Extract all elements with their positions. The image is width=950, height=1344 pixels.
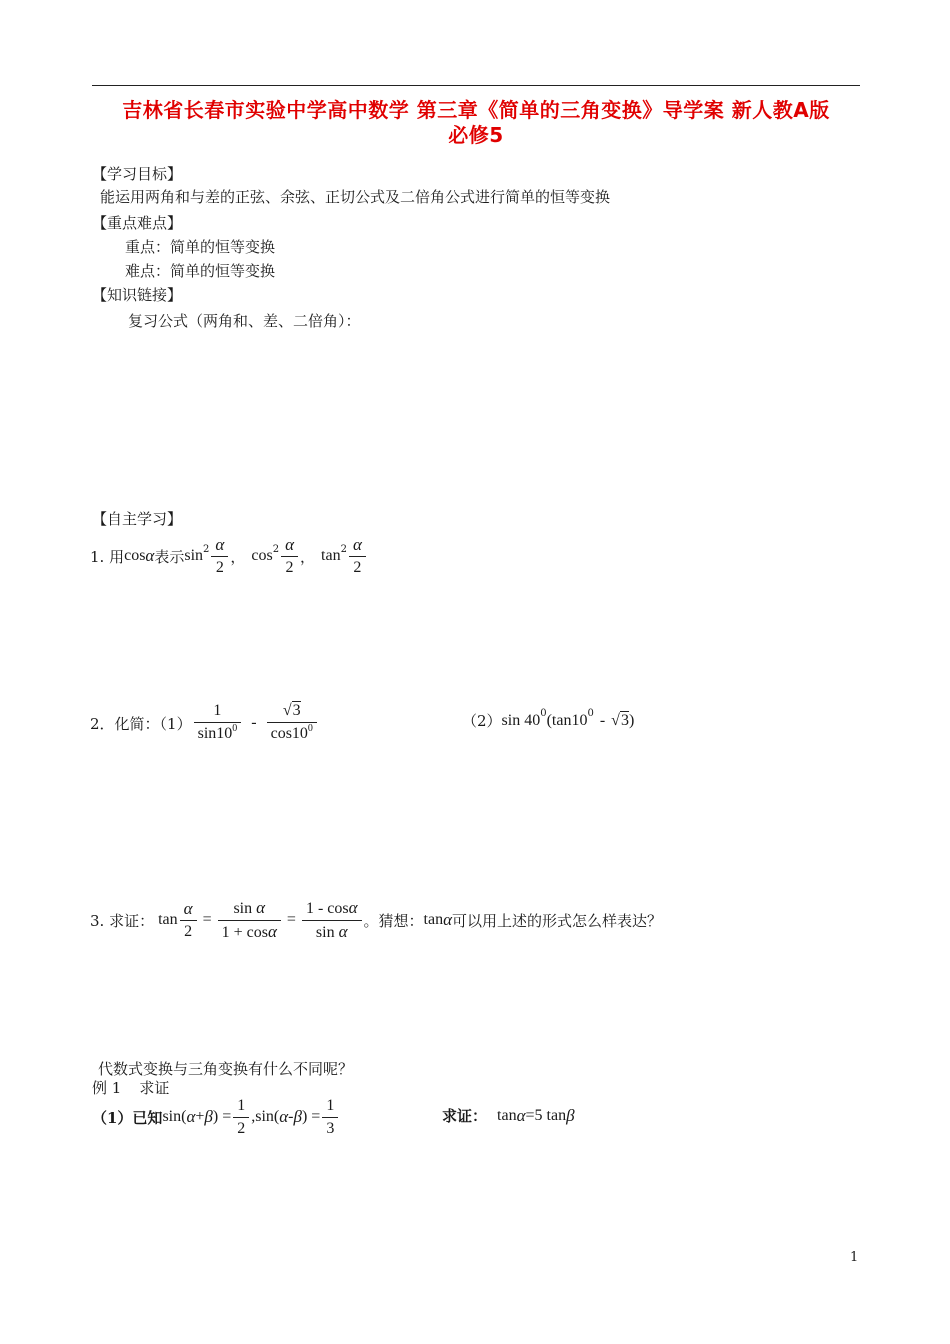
q3-frac-1: $\frac{\alpha}{2}$ — [180, 898, 197, 943]
q1-prefix: 1. 用 — [90, 547, 125, 566]
q3-frac-2: $\frac{\text{sin α}}{1 + \cos\alpha}$ — [218, 897, 281, 944]
key-heading: 【重点难点】 — [92, 214, 183, 232]
link-text: 复习公式（两角和、差、二倍角）： — [128, 312, 361, 330]
question-1: 1. 用 cos α 表示 sin 2 $\frac{\alpha}{2}$ ， cos 2 $\frac{\alpha}{2}$ ， tan 2 $\frac{\alpha}{2}$ — [90, 531, 368, 581]
q1-cos: cos — [124, 547, 146, 564]
q2-part2-open: (tan10 — [546, 711, 588, 729]
q1-alpha: α — [145, 546, 155, 565]
example-1-prove: 求证： tan α =5 tan β — [442, 1105, 575, 1125]
prove-label: 求证： — [442, 1107, 488, 1125]
q2-frac-1: $\frac{1}{\sin 10^0}$ — [194, 700, 242, 747]
q3-tan: tan — [158, 911, 178, 928]
question-2 — [90, 698, 319, 748]
key-point: 重点：简单的恒等变换 — [125, 238, 276, 256]
document-title-line2: 必修5 — [448, 123, 504, 147]
q3-suffix: 。猜想： — [363, 911, 424, 930]
q2-prefix: 2．化简：（1） — [90, 714, 192, 733]
q3-frac-3: $\frac{1 - \cos\alpha}{\text{sin α}}$ — [302, 897, 362, 944]
q3-prefix: 3. 求证： — [90, 911, 155, 930]
ex1-frac-half: $\frac{1}{2}$ — [233, 1095, 249, 1140]
q1-mid: 表示 — [154, 547, 185, 566]
ex1-prefix: （1）已知 — [92, 1108, 163, 1127]
q1-tan2: tan — [321, 547, 341, 564]
q1-sep-1: ， — [230, 547, 246, 566]
question-3: 3. 求证： tan $\frac{\alpha}{2}$ = $\frac{\text{sin α}}{1 + \cos\alpha}$ = $\frac{1 - \cos\alpha}{\text{sin α}}$ 。猜想： tan α 可以用上述的形式怎么样表达？ — [90, 895, 662, 945]
q1-sin: sin — [184, 547, 204, 564]
objectives-text: 能运用两角和与差的正弦、余弦、正切公式及二倍角公式进行简单的恒等变换 — [100, 188, 611, 206]
closing-question: 代数式变换与三角变换有什么不同呢？ — [98, 1060, 354, 1078]
q2-part2-minus: - — [599, 711, 606, 729]
example-1-heading: 例 1 求证 — [92, 1079, 170, 1097]
q1-sin-sq: 2 — [203, 543, 210, 555]
q1-frac-1: $\frac{\alpha}{2}$ — [211, 534, 228, 579]
header-rule — [92, 85, 860, 86]
q2-minus: - — [251, 714, 257, 731]
q1-sep-2: ， — [300, 547, 316, 566]
difficult-point: 难点：简单的恒等变换 — [125, 262, 276, 280]
q3-question: 可以用上述的形式怎么样表达？ — [452, 911, 663, 930]
q1-frac-2: $\frac{\alpha}{2}$ — [281, 534, 298, 579]
ex1-frac-third: $\frac{1}{3}$ — [322, 1095, 338, 1140]
question-2-part-2: （2） sin 40 0 (tan10 0 - √3 ) — [462, 708, 635, 730]
q1-cos2: cos — [251, 547, 273, 564]
q2-frac-2: $\frac{√3}{\cos 10^0}$ — [267, 700, 317, 747]
q2-part2-sqrt: √3 — [611, 711, 629, 729]
objectives-heading: 【学习目标】 — [92, 165, 183, 183]
document-title-line1: 吉林省长春市实验中学高中数学 第三章《简单的三角变换》导学案 新人教A版 — [122, 98, 830, 122]
link-heading: 【知识链接】 — [92, 286, 183, 304]
q3-tan-alpha: tan — [423, 911, 444, 928]
q2-part2-sin: sin 40 — [501, 711, 541, 729]
page-number: 1 — [850, 1250, 859, 1265]
q2-part2-close: ) — [628, 711, 635, 729]
q1-frac-3: $\frac{\alpha}{2}$ — [349, 534, 366, 579]
example-1-part-1: （1）已知 sin( α + β ) = $\frac{1}{2}$ ,sin( α - β ) = $\frac{1}{3}$ — [92, 1094, 340, 1140]
self-study-heading: 【自主学习】 — [92, 510, 183, 528]
q2-part2-label: （2） — [462, 712, 502, 730]
